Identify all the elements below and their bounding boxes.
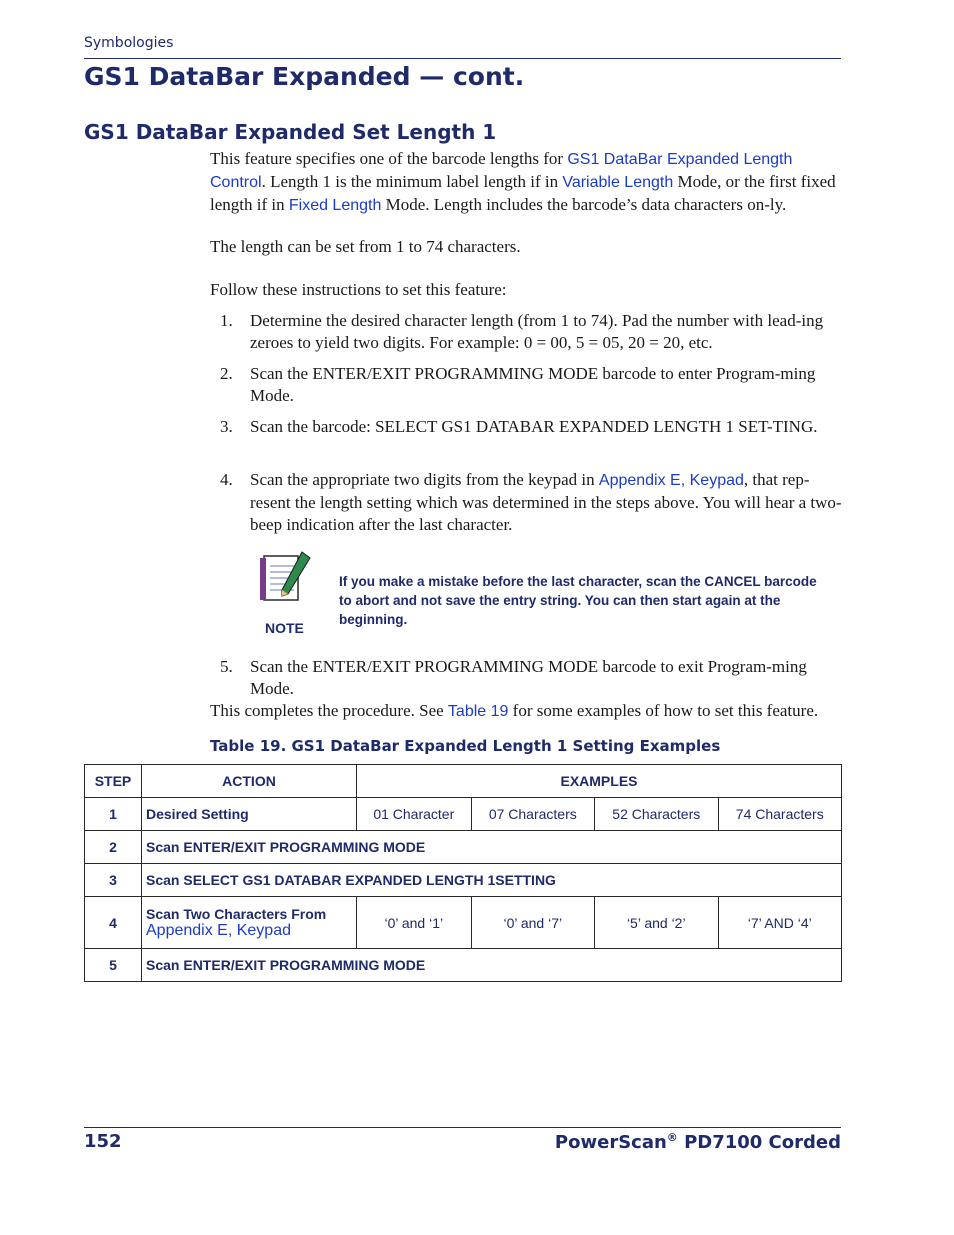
table-header-row	[85, 765, 842, 798]
instructions-lead: Follow these instructions to set this feature:	[210, 280, 507, 299]
link-variable-length[interactable]: Variable Length	[562, 174, 674, 191]
examples-table	[84, 764, 842, 982]
note-label: NOTE	[265, 620, 304, 636]
section-title: GS1 DataBar Expanded Set Length 1	[84, 120, 497, 144]
note-text: If you make a mistake before the last character, scan the CANCEL barcode to abort and not save the entry string. You can then start again at the beginning.	[339, 574, 817, 627]
table-row	[85, 864, 842, 897]
list-item: 4. Scan the appropriate two digits from the keypad in Appendix E, Keypad, that rep-resent the length setting which was determined in the steps above. You will hear a two-beep indication after the last character.	[220, 470, 842, 534]
step-cell: 5	[85, 949, 142, 982]
action-cell: Desired Setting	[142, 798, 357, 831]
step-cell: 3	[85, 864, 142, 897]
header-step: STEP	[85, 765, 142, 798]
action-text: Scan Two Characters From	[146, 905, 327, 922]
step-cell: 2	[85, 831, 142, 864]
step-cell: 1	[85, 798, 142, 831]
closing-paragraph: This completes the procedure. See Table 19 for some examples of how to set this feature.	[210, 701, 819, 720]
running-header: Symbologies	[84, 35, 174, 51]
action-cell: Scan ENTER/EXIT PROGRAMMING MODE	[142, 949, 842, 982]
list-item: 5. Scan the ENTER/EXIT PROGRAMMING MODE barcode to exit Program-ming Mode.	[220, 657, 807, 698]
example-cell: 74 Characters	[718, 798, 842, 831]
range-paragraph: The length can be set from 1 to 74 characters.	[210, 237, 521, 256]
example-cell: 52 Characters	[595, 798, 718, 831]
table-row	[85, 897, 842, 949]
table-row	[85, 831, 842, 864]
example-cell: ‘0’ and ‘7’	[471, 897, 594, 949]
table-row	[85, 798, 842, 831]
table-row	[85, 949, 842, 982]
link-appendix-e[interactable]: Appendix E, Keypad	[598, 472, 744, 489]
action-cell	[142, 897, 357, 949]
example-cell: 01 Character	[357, 798, 472, 831]
header-action: ACTION	[142, 765, 357, 798]
example-cell: ‘0’ and ‘1’	[357, 897, 472, 949]
action-cell: Scan SELECT GS1 DATABAR EXPANDED LENGTH 1SETTING	[142, 864, 842, 897]
page-title: GS1 DataBar Expanded — cont.	[84, 62, 525, 91]
page-number: 152	[84, 1131, 122, 1152]
example-cell: ‘5’ and ‘2’	[595, 897, 718, 949]
header-rule	[84, 58, 841, 59]
link-table-19[interactable]: Table 19	[447, 703, 509, 720]
list-item: 2. Scan the ENTER/EXIT PROGRAMMING MODE barcode to enter Program-ming Mode.	[220, 364, 816, 405]
notepad-pencil-icon	[258, 548, 314, 606]
link-appendix-e-table[interactable]: Appendix E, Keypad	[146, 921, 291, 939]
example-cell: ‘7’ AND ‘4’	[718, 897, 842, 949]
action-cell: Scan ENTER/EXIT PROGRAMMING MODE	[142, 831, 842, 864]
list-item: 3. Scan the barcode: SELECT GS1 DATABAR EXPANDED LENGTH 1 SET-TING.	[220, 417, 818, 436]
list-item: 1. Determine the desired character length (from 1 to 74). Pad the number with lead-ing zeroes to yield two digits. For example: 0 = 00, 5 = 05, 20 = 20, etc.	[220, 311, 824, 352]
footer-rule	[84, 1127, 841, 1128]
table-caption: Table 19. GS1 DataBar Expanded Length 1 Setting Examples	[210, 737, 721, 755]
header-examples: EXAMPLES	[357, 765, 842, 798]
step-cell: 4	[85, 897, 142, 949]
example-cell: 07 Characters	[471, 798, 594, 831]
intro-paragraph: This feature specifies one of the barcode lengths for GS1 DataBar Expanded Length Control. Length 1 is the minimum label length if in Variable Length Mode, or the first fixed length if in Fixed Length Mode. Length includes the barcode’s data characters on-ly.	[210, 149, 836, 214]
link-fixed-length[interactable]: Fixed Length	[288, 197, 382, 214]
product-name: PowerScan® PD7100 Corded	[554, 1131, 841, 1153]
link-length-control[interactable]: GS1 DataBar Expanded Length Control	[210, 151, 793, 191]
